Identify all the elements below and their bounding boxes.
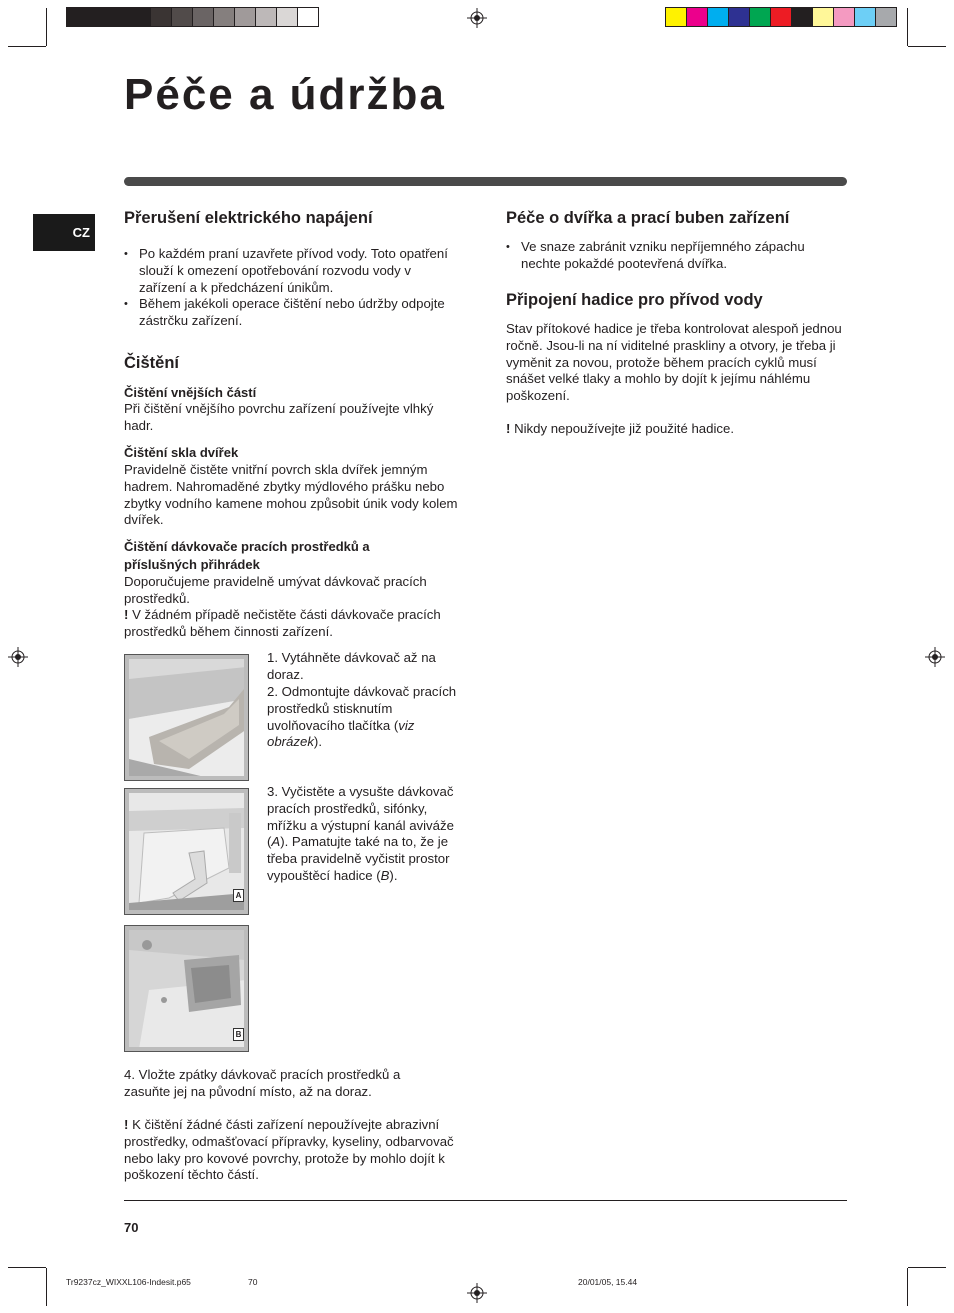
color-swatch [109, 8, 130, 26]
dispenser-siphon-icon [129, 793, 244, 910]
color-swatch [298, 8, 318, 26]
color-swatch [193, 8, 214, 26]
color-swatch [729, 8, 750, 26]
color-swatch [855, 8, 876, 26]
color-swatch [792, 8, 813, 26]
crop-mark-br-v [907, 1268, 908, 1306]
crop-mark-tr-h [908, 46, 946, 47]
color-swatch [256, 8, 277, 26]
crop-mark-br-h [908, 1267, 946, 1268]
step-3-text: 3. Vyčistěte a vysušte dávkovač pracích prostředků, sifónky, mřížku a výstupní kanál aviváže (A). Pamatujte také na to, že je třeba pravidelně vyčistit prostor vypouštěcí hadice (B). [267, 784, 454, 883]
color-swatch [666, 8, 687, 26]
dispenser-parts-photo [124, 788, 249, 915]
color-swatch [172, 8, 193, 26]
registration-mark-bottom-icon [467, 1283, 487, 1303]
outer-cleaning-text: Při čištění vnějšího povrchu zařízení používejte vlhký hadr. [124, 401, 434, 433]
photo-label-a: A [233, 889, 244, 902]
color-swatch [687, 8, 708, 26]
list-item: • Po každém praní uzavřete přívod vody. Toto opatření slouží k omezení opotřebování rozvodu vody v zařízení a k předcházení únikům. [124, 246, 454, 296]
color-swatch [708, 8, 729, 26]
step-1-text: 1. Vytáhněte dávkovač až na doraz. [267, 650, 436, 682]
hand-pulling-dispenser-icon [129, 659, 244, 776]
footer-filename: Tr9237cz_WIXXL106-Indesit.p65 [66, 1277, 191, 1287]
list-item: • Ve snaze zabránit vzniku nepříjemného zápachu nechte pokaždé pootevřená dvířka. [506, 239, 836, 273]
dispenser-warning [124, 607, 469, 641]
color-swatch [876, 8, 896, 26]
warning-mark: ! [124, 1117, 129, 1132]
step-2-text: 2. Odmontujte dávkovač pracích prostředků stisknutím uvolňovacího tlačítka (viz obrázek). [267, 684, 457, 750]
footer-date: 20/01/05, 15.44 [578, 1277, 638, 1287]
crop-mark-bl-h [8, 1267, 46, 1268]
color-swatch [214, 8, 235, 26]
color-swatch [88, 8, 109, 26]
warning-mark: ! [124, 607, 129, 622]
power-bullet-list [124, 246, 454, 330]
list-item: • Během jakékoli operace čištění nebo údržby odpojte zástrčku zařízení. [124, 296, 454, 330]
color-swatch [235, 8, 256, 26]
power-heading: Přerušení elektrického napájení [124, 209, 373, 227]
dispenser-warning-text: V žádném případě nečistěte části dávkovače pracích prostředků během činnosti zařízení. [124, 607, 441, 639]
photo-label-b: B [233, 1028, 244, 1041]
drain-hose-area-icon [129, 930, 244, 1047]
final-warning-text: K čištění žádné části zařízení nepoužívejte abrazivní prostředky, odmašťovací přípravky, kyseliny, odbarvovač nebo laky pro kovové povrchy, protože by mohlo dojít k poškození těchto částí. [124, 1117, 454, 1183]
dispenser-pull-photo [124, 654, 249, 781]
glass-cleaning-text: Pravidelně čistěte vnitřní povrch skla dvířek jemným hadrem. Nahromaděné zbytky mýdlového prášku nebo zbytky vodního kamene mohou způsobit únik vody kolem dvířek. [124, 462, 458, 528]
crop-mark-bl-v [46, 1268, 47, 1306]
crop-mark-tr-v [907, 8, 908, 46]
gray-swatch-strip [66, 7, 319, 27]
hose-heading: Připojení hadice pro přívod vody [506, 291, 763, 309]
color-swatch-strip [665, 7, 897, 27]
footer-divider [124, 1200, 847, 1201]
hose-warning-text: Nikdy nepoužívejte již použité hadice. [514, 421, 734, 436]
final-warning [124, 1117, 469, 1184]
color-swatch [277, 8, 298, 26]
cleaning-heading: Čištění [124, 354, 180, 372]
title-divider-bar [124, 177, 847, 186]
page-number: 70 [124, 1220, 139, 1235]
hose-warning [506, 421, 846, 438]
hose-text: Stav přítokové hadice je třeba kontrolovat alespoň jednou ročně. Jsou-li na ní viditelné praskliny a otvory, je třeba ji vyměnit za novou, protože během pracích cyklů musí snášet velké tlaky a mohlo by dojít k jejímu náhlému poškození. [506, 321, 842, 404]
warning-mark: ! [506, 421, 511, 436]
dispenser-cleaning-heading: Čištění dávkovače pracích prostředků a příslušných přihrádek [124, 539, 370, 572]
door-bullet-list [506, 239, 836, 273]
page-title: Péče a údržba [124, 70, 446, 119]
dispenser-cleaning-text: Doporučujeme pravidelně umývat dávkovač pracích prostředků. [124, 574, 427, 606]
door-drum-heading: Péče o dvířka a prací buben zařízení [506, 209, 790, 227]
color-swatch [130, 8, 151, 26]
drain-area-photo [124, 925, 249, 1052]
color-swatch [771, 8, 792, 26]
registration-mark-right-icon [925, 647, 945, 667]
step-4-text: 4. Vložte zpátky dávkovač pracích prostředků a zasuňte jej na původní místo, až na doraz. [124, 1067, 401, 1099]
color-swatch [750, 8, 771, 26]
crop-mark-tl-v [46, 8, 47, 46]
registration-mark-top-icon [467, 8, 487, 28]
language-tab: CZ [33, 214, 95, 251]
registration-mark-left-icon [8, 647, 28, 667]
color-swatch [67, 8, 88, 26]
outer-cleaning-heading: Čištění vnějších částí [124, 385, 257, 400]
crop-mark-tl-h [8, 46, 46, 47]
glass-cleaning-heading: Čištění skla dvířek [124, 445, 239, 460]
color-swatch [813, 8, 834, 26]
color-swatch [151, 8, 172, 26]
color-swatch [834, 8, 855, 26]
footer-page: 70 [248, 1277, 258, 1287]
